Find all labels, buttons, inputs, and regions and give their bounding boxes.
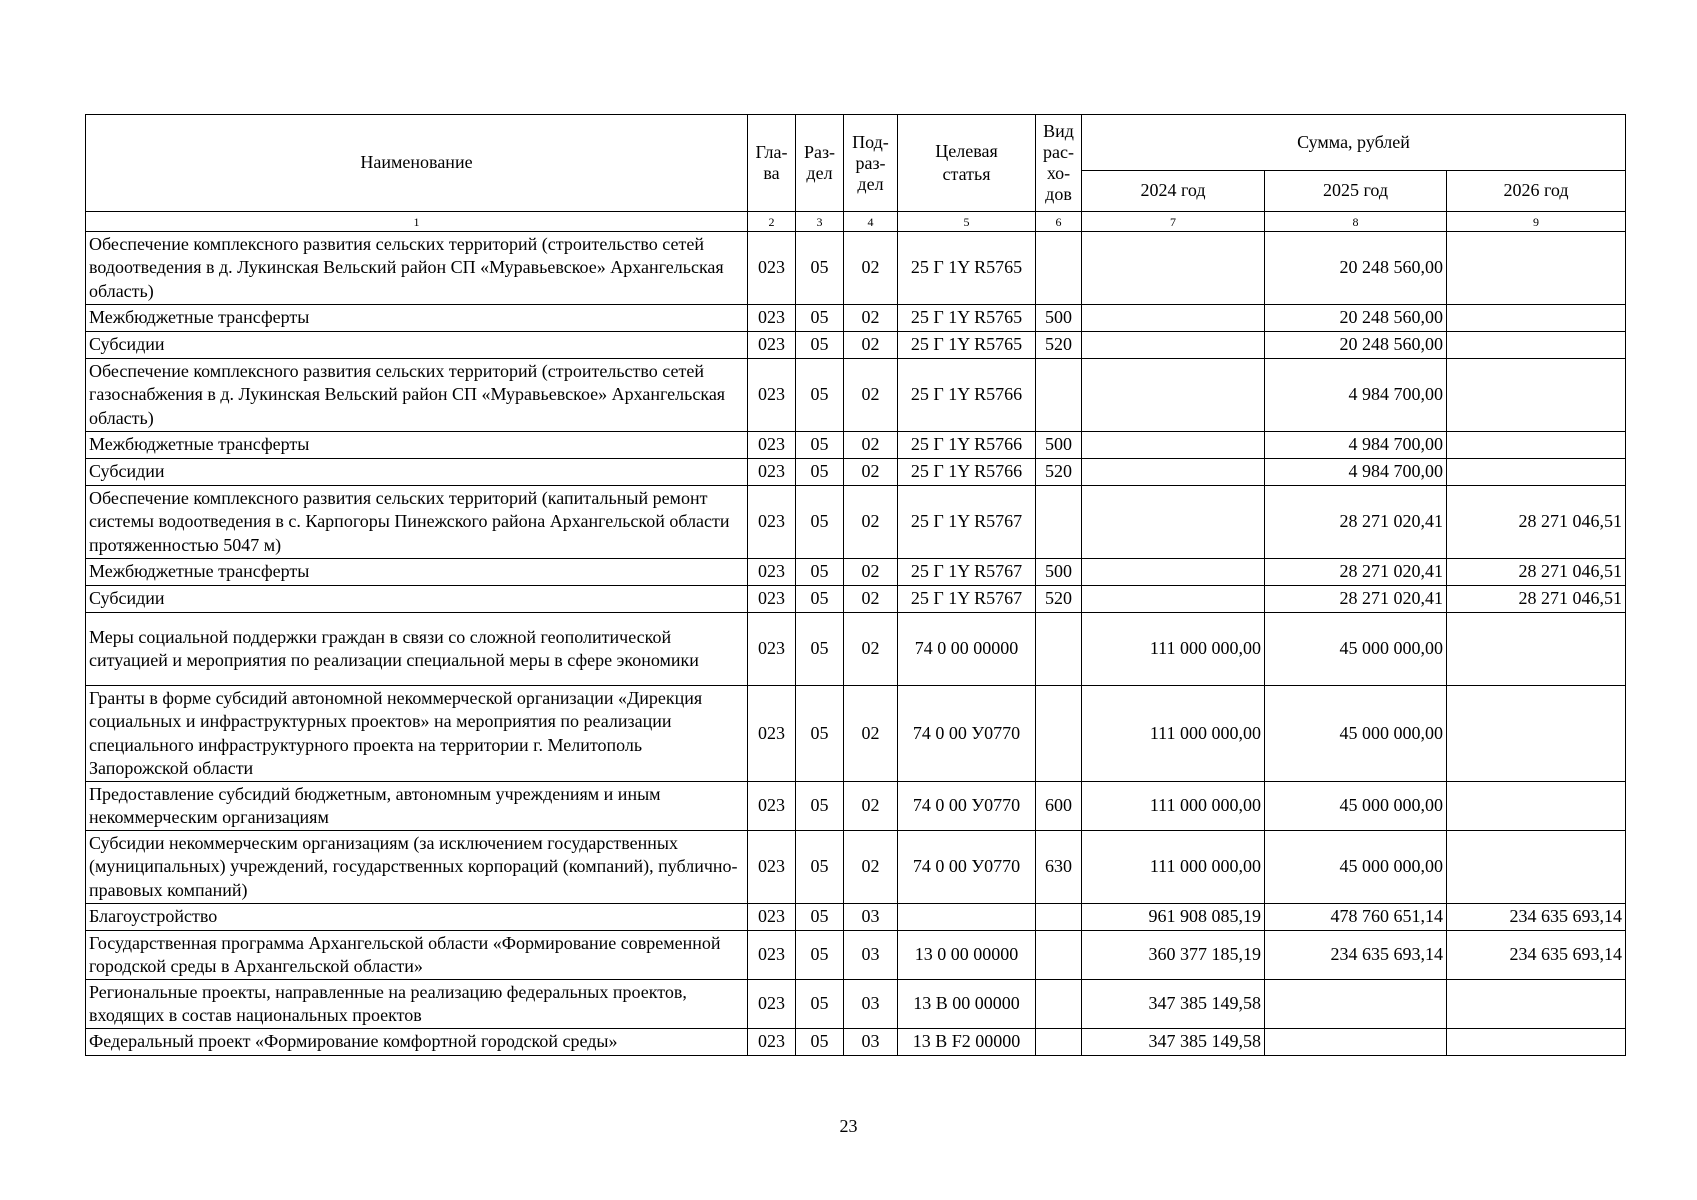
row-amount-2025: 28 271 020,41 bbox=[1265, 586, 1447, 613]
row-glava: 023 bbox=[748, 332, 796, 359]
row-podrazdel: 03 bbox=[844, 931, 898, 980]
header-year-2026: 2026 год bbox=[1447, 171, 1626, 212]
row-name: Обеспечение комплексного развития сельских территорий (строительство сетей газоснабжения в д. Лукинская Вельский район СП «Муравьевское» Архангельская область) bbox=[86, 359, 748, 432]
row-podrazdel: 02 bbox=[844, 613, 898, 686]
row-amount-2024: 111 000 000,00 bbox=[1082, 686, 1265, 782]
row-name: Субсидии bbox=[86, 332, 748, 359]
table-row bbox=[86, 980, 1626, 1029]
row-target-article: 13 В F2 00000 bbox=[898, 1029, 1036, 1056]
row-razdel: 05 bbox=[796, 305, 844, 332]
row-expense-type: 520 bbox=[1036, 459, 1082, 486]
column-number: 5 bbox=[898, 212, 1036, 232]
row-podrazdel: 02 bbox=[844, 332, 898, 359]
table-row bbox=[86, 613, 1626, 686]
column-numbers-row bbox=[86, 212, 1626, 232]
row-amount-2024 bbox=[1082, 305, 1265, 332]
row-podrazdel: 02 bbox=[844, 486, 898, 559]
table-body bbox=[86, 232, 1626, 1056]
row-amount-2026 bbox=[1447, 359, 1626, 432]
row-expense-type: 500 bbox=[1036, 432, 1082, 459]
column-number: 9 bbox=[1447, 212, 1626, 232]
table-row bbox=[86, 305, 1626, 332]
row-amount-2026 bbox=[1447, 232, 1626, 305]
row-amount-2024 bbox=[1082, 559, 1265, 586]
row-amount-2025: 28 271 020,41 bbox=[1265, 486, 1447, 559]
row-amount-2026 bbox=[1447, 980, 1626, 1029]
table-row bbox=[86, 486, 1626, 559]
column-number: 1 bbox=[86, 212, 748, 232]
row-amount-2026: 28 271 046,51 bbox=[1447, 559, 1626, 586]
row-name: Государственная программа Архангельской области «Формирование современной городской среды в Архангельской области» bbox=[86, 931, 748, 980]
row-amount-2024 bbox=[1082, 332, 1265, 359]
row-expense-type bbox=[1036, 686, 1082, 782]
row-amount-2026 bbox=[1447, 332, 1626, 359]
row-amount-2025: 4 984 700,00 bbox=[1265, 359, 1447, 432]
row-expense-type bbox=[1036, 1029, 1082, 1056]
row-expense-type bbox=[1036, 232, 1082, 305]
table-row bbox=[86, 1029, 1626, 1056]
row-podrazdel: 02 bbox=[844, 459, 898, 486]
table-row bbox=[86, 782, 1626, 831]
table-row bbox=[86, 686, 1626, 782]
header-summa: Сумма, рублей bbox=[1082, 115, 1626, 171]
row-target-article: 25 Г 1Y R5767 bbox=[898, 486, 1036, 559]
row-podrazdel: 02 bbox=[844, 586, 898, 613]
table-row bbox=[86, 904, 1626, 931]
row-amount-2025: 45 000 000,00 bbox=[1265, 613, 1447, 686]
row-amount-2026 bbox=[1447, 831, 1626, 904]
row-amount-2024: 360 377 185,19 bbox=[1082, 931, 1265, 980]
row-razdel: 05 bbox=[796, 232, 844, 305]
row-razdel: 05 bbox=[796, 980, 844, 1029]
row-amount-2025: 20 248 560,00 bbox=[1265, 305, 1447, 332]
row-amount-2024 bbox=[1082, 486, 1265, 559]
row-amount-2024 bbox=[1082, 432, 1265, 459]
row-name: Обеспечение комплексного развития сельских территорий (капитальный ремонт системы водоотведения в с. Карпогоры Пинежского района Архангельской области протяженностью 5047 м) bbox=[86, 486, 748, 559]
table-row bbox=[86, 559, 1626, 586]
row-glava: 023 bbox=[748, 904, 796, 931]
row-amount-2024 bbox=[1082, 232, 1265, 305]
row-razdel: 05 bbox=[796, 613, 844, 686]
table-row bbox=[86, 359, 1626, 432]
header-vid: Вид рас- хо- дов bbox=[1036, 115, 1082, 212]
row-name: Субсидии некоммерческим организациям (за исключением государственных (муниципальных) учреждений, государственных корпораций (компаний), публично-правовых компаний) bbox=[86, 831, 748, 904]
row-target-article: 25 Г 1Y R5765 bbox=[898, 305, 1036, 332]
row-podrazdel: 02 bbox=[844, 359, 898, 432]
row-amount-2026 bbox=[1447, 432, 1626, 459]
row-glava: 023 bbox=[748, 559, 796, 586]
row-glava: 023 bbox=[748, 459, 796, 486]
row-glava: 023 bbox=[748, 782, 796, 831]
header-podrazdel: Под- раз- дел bbox=[844, 115, 898, 212]
row-podrazdel: 02 bbox=[844, 686, 898, 782]
row-amount-2026: 234 635 693,14 bbox=[1447, 904, 1626, 931]
row-amount-2024: 111 000 000,00 bbox=[1082, 613, 1265, 686]
column-number: 3 bbox=[796, 212, 844, 232]
row-name: Благоустройство bbox=[86, 904, 748, 931]
row-amount-2026 bbox=[1447, 613, 1626, 686]
row-amount-2024 bbox=[1082, 359, 1265, 432]
header-year-2024: 2024 год bbox=[1082, 171, 1265, 212]
row-target-article: 25 Г 1Y R5767 bbox=[898, 559, 1036, 586]
budget-table bbox=[85, 114, 1626, 1056]
table-row bbox=[86, 586, 1626, 613]
row-amount-2026: 28 271 046,51 bbox=[1447, 586, 1626, 613]
table-row bbox=[86, 332, 1626, 359]
row-razdel: 05 bbox=[796, 359, 844, 432]
row-razdel: 05 bbox=[796, 1029, 844, 1056]
row-razdel: 05 bbox=[796, 904, 844, 931]
row-amount-2025: 45 000 000,00 bbox=[1265, 686, 1447, 782]
row-name: Межбюджетные трансферты bbox=[86, 305, 748, 332]
header-celevaya: Целевая статья bbox=[898, 115, 1036, 212]
row-podrazdel: 02 bbox=[844, 305, 898, 332]
row-target-article: 74 0 00 У0770 bbox=[898, 782, 1036, 831]
column-number: 6 bbox=[1036, 212, 1082, 232]
column-number: 8 bbox=[1265, 212, 1447, 232]
row-glava: 023 bbox=[748, 1029, 796, 1056]
row-target-article: 25 Г 1Y R5766 bbox=[898, 359, 1036, 432]
row-target-article: 13 0 00 00000 bbox=[898, 931, 1036, 980]
row-amount-2025: 45 000 000,00 bbox=[1265, 831, 1447, 904]
row-name: Меры социальной поддержки граждан в связи со сложной геополитической ситуацией и мероприятия по реализации специальной меры в сфере экономики bbox=[86, 613, 748, 686]
column-number: 7 bbox=[1082, 212, 1265, 232]
row-glava: 023 bbox=[748, 980, 796, 1029]
row-target-article: 74 0 00 У0770 bbox=[898, 686, 1036, 782]
row-target-article: 25 Г 1Y R5767 bbox=[898, 586, 1036, 613]
row-podrazdel: 03 bbox=[844, 904, 898, 931]
row-amount-2024: 111 000 000,00 bbox=[1082, 782, 1265, 831]
row-expense-type: 500 bbox=[1036, 559, 1082, 586]
row-expense-type bbox=[1036, 904, 1082, 931]
row-amount-2025 bbox=[1265, 980, 1447, 1029]
header-year-2025: 2025 год bbox=[1265, 171, 1447, 212]
header-glava: Гла- ва bbox=[748, 115, 796, 212]
row-target-article: 25 Г 1Y R5765 bbox=[898, 332, 1036, 359]
row-podrazdel: 02 bbox=[844, 559, 898, 586]
row-amount-2024: 111 000 000,00 bbox=[1082, 831, 1265, 904]
row-glava: 023 bbox=[748, 613, 796, 686]
header-name: Наименование bbox=[86, 115, 748, 212]
row-podrazdel: 02 bbox=[844, 232, 898, 305]
header-razdel: Раз- дел bbox=[796, 115, 844, 212]
column-number: 4 bbox=[844, 212, 898, 232]
table-row bbox=[86, 831, 1626, 904]
row-amount-2025: 45 000 000,00 bbox=[1265, 782, 1447, 831]
row-name: Гранты в форме субсидий автономной некоммерческой организации «Дирекция социальных и инфраструктурных проектов» на мероприятия по реализации специального инфраструктурного проекта на территории г. Мелитополь Запорожской области bbox=[86, 686, 748, 782]
row-amount-2024 bbox=[1082, 459, 1265, 486]
row-podrazdel: 02 bbox=[844, 432, 898, 459]
row-name: Межбюджетные трансферты bbox=[86, 432, 748, 459]
row-amount-2025: 20 248 560,00 bbox=[1265, 332, 1447, 359]
row-amount-2024: 961 908 085,19 bbox=[1082, 904, 1265, 931]
row-expense-type bbox=[1036, 980, 1082, 1029]
row-razdel: 05 bbox=[796, 459, 844, 486]
row-target-article: 25 Г 1Y R5765 bbox=[898, 232, 1036, 305]
page-number: 23 bbox=[839, 1116, 858, 1136]
row-glava: 023 bbox=[748, 831, 796, 904]
row-target-article: 13 В 00 00000 bbox=[898, 980, 1036, 1029]
row-amount-2025: 28 271 020,41 bbox=[1265, 559, 1447, 586]
row-razdel: 05 bbox=[796, 332, 844, 359]
row-amount-2024 bbox=[1082, 586, 1265, 613]
row-expense-type bbox=[1036, 931, 1082, 980]
row-target-article: 25 Г 1Y R5766 bbox=[898, 432, 1036, 459]
row-amount-2025: 4 984 700,00 bbox=[1265, 459, 1447, 486]
row-glava: 023 bbox=[748, 359, 796, 432]
row-razdel: 05 bbox=[796, 486, 844, 559]
table-row bbox=[86, 931, 1626, 980]
row-podrazdel: 02 bbox=[844, 831, 898, 904]
row-name: Межбюджетные трансферты bbox=[86, 559, 748, 586]
row-name: Субсидии bbox=[86, 586, 748, 613]
column-number: 2 bbox=[748, 212, 796, 232]
row-amount-2025: 4 984 700,00 bbox=[1265, 432, 1447, 459]
row-target-article bbox=[898, 904, 1036, 931]
row-expense-type: 500 bbox=[1036, 305, 1082, 332]
row-expense-type: 520 bbox=[1036, 332, 1082, 359]
row-amount-2026 bbox=[1447, 459, 1626, 486]
row-name: Региональные проекты, направленные на реализацию федеральных проектов, входящих в состав национальных проектов bbox=[86, 980, 748, 1029]
row-razdel: 05 bbox=[796, 586, 844, 613]
row-amount-2025: 20 248 560,00 bbox=[1265, 232, 1447, 305]
row-name: Субсидии bbox=[86, 459, 748, 486]
table-row bbox=[86, 232, 1626, 305]
row-glava: 023 bbox=[748, 305, 796, 332]
row-amount-2025 bbox=[1265, 1029, 1447, 1056]
row-razdel: 05 bbox=[796, 432, 844, 459]
row-target-article: 25 Г 1Y R5766 bbox=[898, 459, 1036, 486]
row-amount-2026 bbox=[1447, 305, 1626, 332]
row-glava: 023 bbox=[748, 931, 796, 980]
row-expense-type: 630 bbox=[1036, 831, 1082, 904]
row-amount-2024: 347 385 149,58 bbox=[1082, 980, 1265, 1029]
row-amount-2025: 478 760 651,14 bbox=[1265, 904, 1447, 931]
row-glava: 023 bbox=[748, 432, 796, 459]
row-glava: 023 bbox=[748, 232, 796, 305]
row-expense-type bbox=[1036, 613, 1082, 686]
row-razdel: 05 bbox=[796, 559, 844, 586]
row-name: Федеральный проект «Формирование комфортной городской среды» bbox=[86, 1029, 748, 1056]
table-row bbox=[86, 432, 1626, 459]
row-podrazdel: 03 bbox=[844, 1029, 898, 1056]
row-glava: 023 bbox=[748, 686, 796, 782]
row-glava: 023 bbox=[748, 486, 796, 559]
row-podrazdel: 03 bbox=[844, 980, 898, 1029]
row-razdel: 05 bbox=[796, 931, 844, 980]
row-expense-type: 600 bbox=[1036, 782, 1082, 831]
row-amount-2026: 234 635 693,14 bbox=[1447, 931, 1626, 980]
row-name: Предоставление субсидий бюджетным, автономным учреждениям и иным некоммерческим организациям bbox=[86, 782, 748, 831]
row-expense-type bbox=[1036, 359, 1082, 432]
row-name: Обеспечение комплексного развития сельских территорий (строительство сетей водоотведения в д. Лукинская Вельский район СП «Муравьевское» Архангельская область) bbox=[86, 232, 748, 305]
row-amount-2026 bbox=[1447, 782, 1626, 831]
row-razdel: 05 bbox=[796, 782, 844, 831]
row-razdel: 05 bbox=[796, 831, 844, 904]
row-glava: 023 bbox=[748, 586, 796, 613]
table-row bbox=[86, 459, 1626, 486]
row-podrazdel: 02 bbox=[844, 782, 898, 831]
row-razdel: 05 bbox=[796, 686, 844, 782]
row-target-article: 74 0 00 У0770 bbox=[898, 831, 1036, 904]
row-amount-2026 bbox=[1447, 1029, 1626, 1056]
row-expense-type: 520 bbox=[1036, 586, 1082, 613]
row-amount-2026 bbox=[1447, 686, 1626, 782]
row-target-article: 74 0 00 00000 bbox=[898, 613, 1036, 686]
row-amount-2025: 234 635 693,14 bbox=[1265, 931, 1447, 980]
row-expense-type bbox=[1036, 486, 1082, 559]
row-amount-2026: 28 271 046,51 bbox=[1447, 486, 1626, 559]
row-amount-2024: 347 385 149,58 bbox=[1082, 1029, 1265, 1056]
